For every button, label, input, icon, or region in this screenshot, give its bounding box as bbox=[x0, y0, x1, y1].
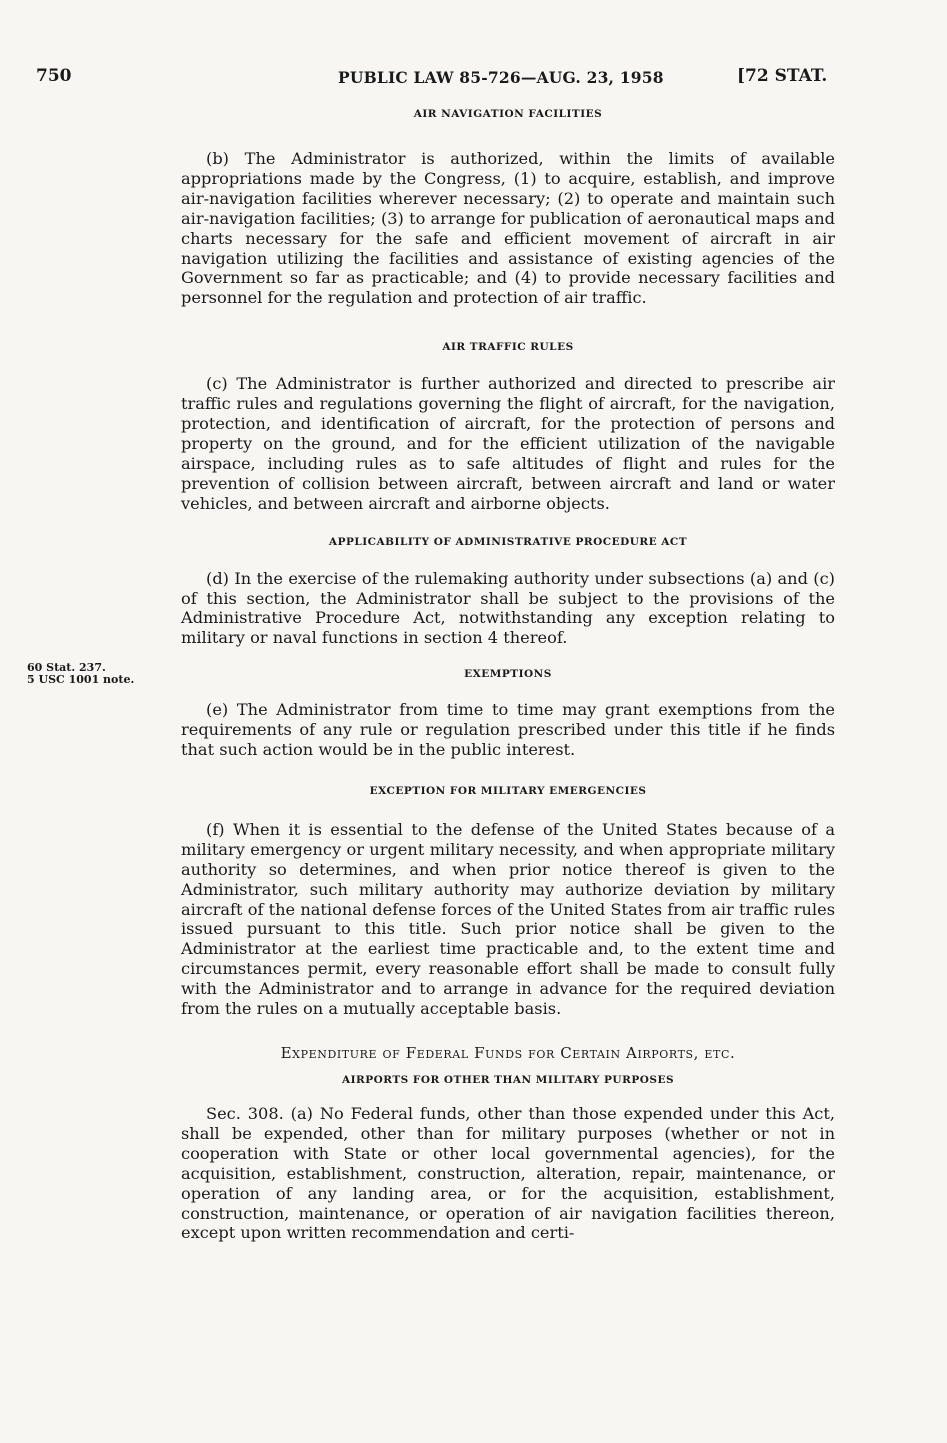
paragraph-d: (d) In the exercise of the rulemaking authority under subsections (a) and (c) of this section, the Administrator shall be subject to the provisions of the Administrative Procedure Act, notwithstanding any exception relating to military or naval functions in section 4 thereof. bbox=[181, 568, 835, 648]
margin-note-line-2: 5 USC 1001 note. bbox=[27, 673, 135, 686]
heading-exemptions: EXEMPTIONS bbox=[464, 668, 552, 681]
paragraph-c: (c) The Administrator is further authorized and directed to prescribe air traffic rules and regulations governing the flight of aircraft, for the navigation, protection, and identification of aircraft, for the protection of persons and property on the ground, and for the efficient utilization of the navigable airspace, including rules as to safe altitudes of flight and rules for the prevention of collision between aircraft, between aircraft and land or water vehicles, and between aircraft and airborne objects. bbox=[181, 374, 835, 513]
document-body bbox=[181, 108, 835, 1243]
paragraph-sec-308: Sec. 308. (a) No Federal funds, other than those expended under this Act, shall be expended, other than for military purposes (whether or not in cooperation with State or other local governmental agencies), for the acquisition, establishment, construction, alteration, repair, maintenance, or operation of any landing area, or for the acquisition, establishment, construction, maintenance, or operation of air navigation facilities thereon, except upon written recommendation and certi- bbox=[181, 1104, 835, 1243]
page-number: 750 bbox=[36, 66, 72, 86]
statute-reference: [72 STAT. bbox=[737, 66, 828, 86]
heading-military-emergencies: EXCEPTION FOR MILITARY EMERGENCIES bbox=[369, 784, 647, 797]
heading-expenditure: Expenditure of Federal Funds for Certain Airports, etc. bbox=[280, 1044, 736, 1062]
running-head: PUBLIC LAW 85-726—AUG. 23, 1958 bbox=[338, 68, 664, 87]
margin-note bbox=[27, 662, 134, 686]
subheading-airports: AIRPORTS FOR OTHER THAN MILITARY PURPOSES bbox=[341, 1074, 675, 1086]
margin-note-line-1: 60 Stat. 237. bbox=[27, 661, 106, 674]
paragraph-f: (f) When it is essential to the defense of the United States because of a military emergency or urgent military necessity, and when appropriate military authority so determines, and when prior notice thereof is given to the Administrator, such military authority may authorize deviation by military aircraft of the national defense forces of the United States from air traffic rules issued pursuant to this title. Such prior notice shall be given to the Administrator at the earliest time practicable and, to the extent time and circumstances permit, every reasonable effort shall be made to consult fully with the Administrator and to arrange in advance for the required deviation from the rules on a mutually acceptable basis. bbox=[181, 819, 835, 1019]
heading-air-traffic-rules: AIR TRAFFIC RULES bbox=[442, 341, 574, 354]
paragraph-e: (e) The Administrator from time to time may grant exemptions from the requirements of any rule or regulation prescribed under this title if he finds that such action would be in the public interest. bbox=[181, 700, 835, 760]
paragraph-b: (b) The Administrator is authorized, within the limits of available appropriations made by the Congress, (1) to acquire, establish, and improve air-navigation facilities wherever necessary; (2) to operate and maintain such air-navigation facilities; (3) to arrange for publication of aeronautical maps and charts necessary for the safe and efficient movement of aircraft in air navigation utilizing the facilities and assistance of existing agencies of the Government so far as practicable; and (4) to provide necessary facilities and personnel for the regulation and protection of air traffic. bbox=[181, 149, 835, 308]
heading-administrative-procedure: APPLICABILITY OF ADMINISTRATIVE PROCEDURE ACT bbox=[328, 535, 688, 548]
heading-air-navigation: AIR NAVIGATION FACILITIES bbox=[413, 108, 603, 120]
